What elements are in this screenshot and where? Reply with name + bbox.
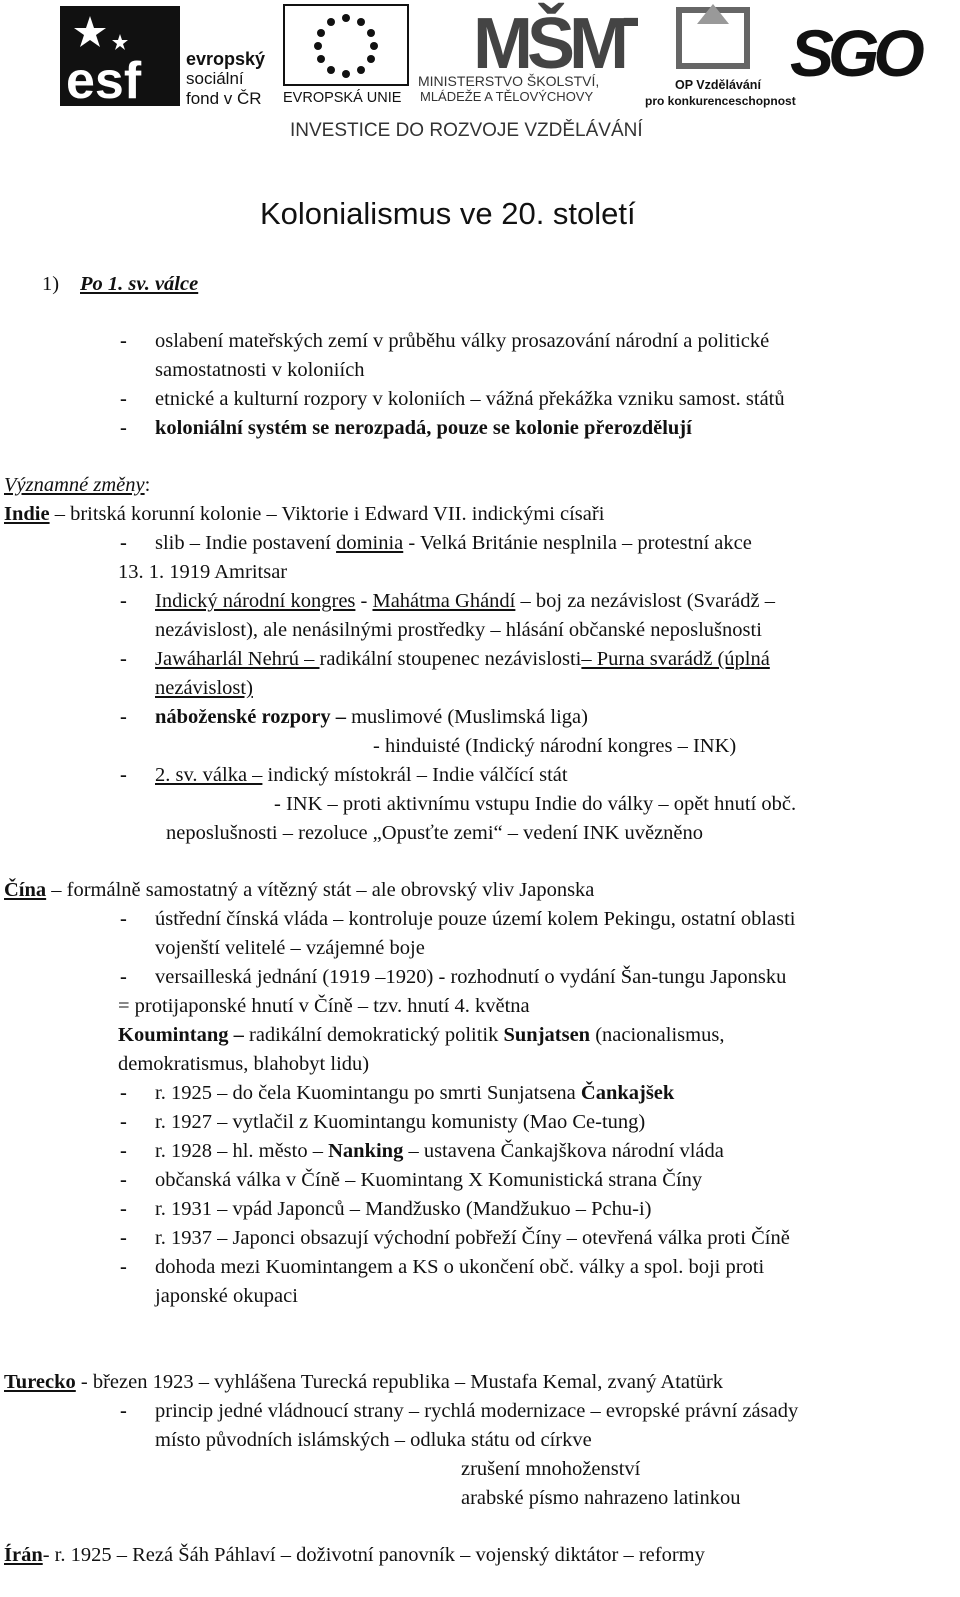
india-nehru: Jawáharlál Nehrú – radikální stoupenec nezávislosti– Purna svarádž (úplná [155, 648, 770, 670]
msmt-logo [418, 2, 638, 108]
op-text-1: OP Vzdělávání [675, 78, 761, 92]
svg-text:esf: esf [66, 52, 142, 106]
china-heading: Čína – formálně samostatný a vítězný stát – ale obrovský vliv Japonska [4, 879, 595, 901]
esf-text-2: sociální [186, 69, 244, 88]
intro-line-1b: samostatnosti v koloniích [155, 359, 365, 381]
china-line-2: versailleská jednání (1919 –1920) - rozhodnutí o vydání Šan-tungu Japonsku [155, 966, 787, 988]
india-slib: slib – Indie postavení dominia - Velká Británie nesplnila – protestní akce [155, 532, 752, 554]
china-line-9: dohoda mezi Kuomintangem a KS o ukončení obč. války a spol. boji proti [155, 1256, 765, 1278]
svg-text:MŠMT: MŠM [473, 4, 623, 72]
op-logo [645, 4, 796, 108]
china-koumintang: Koumintang – radikální demokratický politik Sunjatsen (nacionalismus, [118, 1024, 725, 1046]
eu-flag-icon [283, 4, 409, 86]
section-heading: Po 1. sv. válce [80, 273, 199, 295]
op-mark-icon [645, 4, 785, 74]
china-line-7: r. 1931 – vpád Japonců – Mandžusko (Mandžukuo – Pchu-i) [155, 1198, 652, 1220]
turkey-line-1: princip jedné vládnoucí strany – rychlá modernizace – evropské právní zásady [155, 1400, 799, 1422]
india-ink: Indický národní kongres - Mahátma Ghándí – boj za nezávislost (Svarádž – [155, 590, 775, 612]
section-number: 1) [42, 273, 60, 295]
eu-logo [283, 4, 409, 108]
sgo-logo [790, 2, 919, 106]
china-line-6: občanská válka v Číně – Kuomintang X Komunistická strana Číny [155, 1169, 703, 1191]
msmt-mark-icon [418, 2, 638, 72]
china-line-9b: japonské okupaci [155, 1285, 298, 1307]
china-line-4: r. 1927 – vytlačil z Kuomintangu komunisty (Mao Ce-tung) [155, 1111, 646, 1133]
eu-text: EVROPSKÁ UNIE [283, 90, 402, 106]
india-religion: náboženské rozpory – muslimové (Muslimská liga) [155, 706, 588, 728]
china-line-8: r. 1937 – Japonci obsazují východní pobřeží Číny – otevřená válka proti Číně [155, 1227, 790, 1249]
esf-text-3: fond v ČR [186, 89, 262, 108]
india-ww2-line3: neposlušnosti – rezoluce „Opusťte zemi“ – vedení INK uvězněno [166, 822, 704, 844]
esf-mark-icon [60, 6, 180, 106]
sgo-text: SGO [790, 16, 919, 90]
iran-heading: Írán- r. 1925 – Rezá Šáh Páhlaví – doživotní panovník – vojenský diktátor – reformy [4, 1544, 705, 1566]
india-nehru-line2: nezávislost) [155, 677, 253, 699]
turkey-line-2: místo původních islámských – odluka státu od církve [155, 1429, 592, 1451]
intro-line-1: oslabení mateřských zemí v průběhu války prosazování národní a politické [155, 330, 770, 352]
india-heading: Indie – britská korunní kolonie – Viktorie i Edward VII. indickými císaři [4, 503, 605, 525]
china-line-5: r. 1928 – hl. město – Nanking – ustavena Čankajškova národní vláda [155, 1140, 724, 1162]
esf-logo [60, 6, 275, 106]
india-ww2-line2: - INK – proti aktivnímu vstupu Indie do války – opět hnutí obč. [274, 793, 797, 815]
msmt-text-1: MINISTERSTVO ŠKOLSTVÍ, [418, 73, 600, 89]
op-text-2: pro konkurenceschopnost [645, 94, 796, 108]
china-line-1b: vojenští velitelé – vzájemné boje [155, 937, 425, 959]
turkey-line-3: zrušení mnohoženství [461, 1458, 641, 1480]
msmt-text-2: MLÁDEŽE A TĚLOVÝCHOVY [420, 89, 594, 104]
china-koumintang-line2: demokratismus, blahobyt lidu) [118, 1053, 370, 1075]
turkey-heading: Turecko - březen 1923 – vyhlášena Turecká republika – Mustafa Kemal, zvaný Atatürk [4, 1371, 724, 1393]
india-ww2: 2. sv. válka – indický místokrál – Indie válčící stát [155, 764, 568, 786]
china-line-2b: = protijaponské hnutí v Číně – tzv. hnutí 4. května [118, 995, 530, 1017]
china-line-3: r. 1925 – do čela Kuomintangu po smrti Sunjatsena Čankajšek [155, 1082, 675, 1104]
slogan: INVESTICE DO ROZVOJE VZDĚLÁVÁNÍ [290, 120, 643, 141]
intro-line-2: etnické a kulturní rozpory v koloniích – vážná překážka vzniku samost. států [155, 388, 785, 410]
india-ink-line2: nezávislost), ale nenásilnými prostředky – hlásání občanské neposlušnosti [155, 619, 762, 641]
page-title: Kolonialismus ve 20. století [260, 196, 636, 231]
intro-line-3: koloniální systém se nerozpadá, pouze se kolonie přerozdělují [155, 417, 692, 439]
esf-text-1: evropský [186, 49, 266, 69]
india-religion-line2: - hinduisté (Indický národní kongres – INK) [373, 735, 737, 757]
changes-label: Významné změny: [4, 474, 151, 496]
india-amritsar: 13. 1. 1919 Amritsar [118, 561, 288, 583]
china-line-1: ústřední čínská vláda – kontroluje pouze území kolem Pekingu, ostatní oblasti [155, 908, 796, 930]
turkey-line-4: arabské písmo nahrazeno latinkou [461, 1487, 741, 1509]
